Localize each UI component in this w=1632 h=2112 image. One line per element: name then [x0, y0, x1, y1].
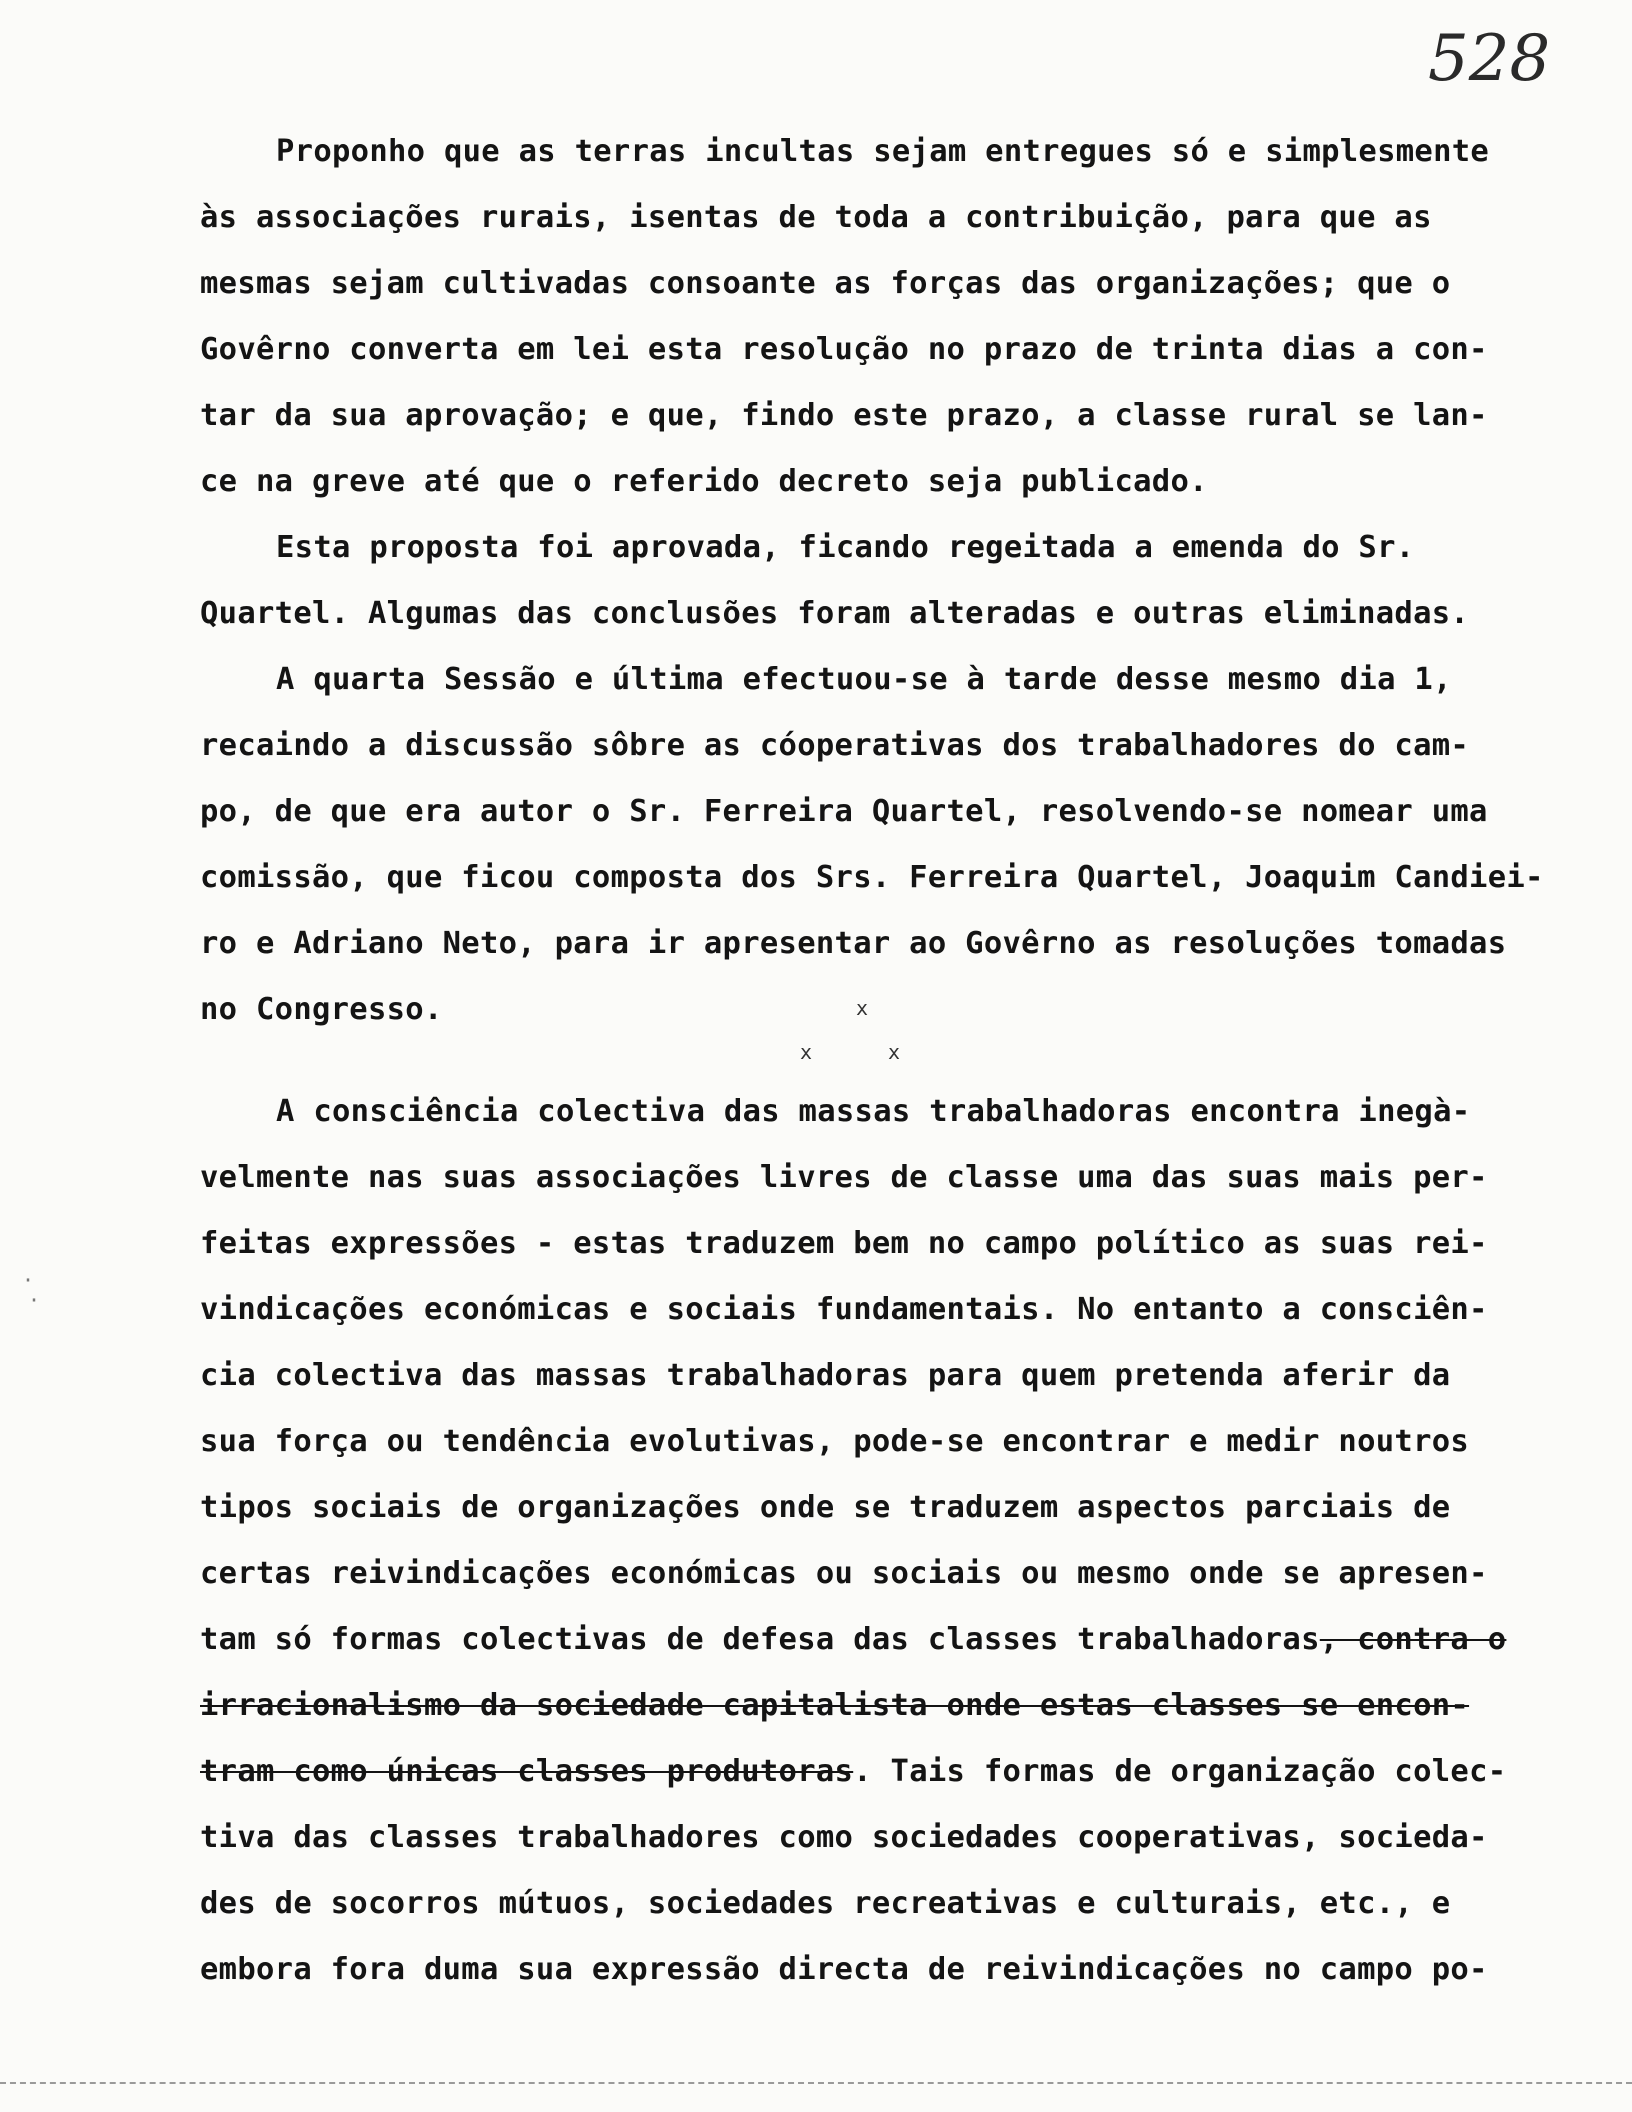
text-line: ro e Adriano Neto, para ir apresentar ao Govêrno as resoluções tomadas: [200, 926, 1507, 961]
text-line: comissão, que ficou composta dos Srs. Ferreira Quartel, Joaquim Candiei-: [200, 860, 1544, 895]
scan-edge-line: [0, 2082, 1632, 2084]
text-line: embora fora duma sua expressão directa de reivindicações no campo po-: [200, 1952, 1488, 1987]
text-line: vindicações económicas e sociais fundamentais. No entanto a consciên-: [200, 1292, 1488, 1327]
text-line: po, de que era autor o Sr. Ferreira Quartel, resolvendo-se nomear uma: [200, 794, 1488, 829]
separator-mark: x: [800, 1040, 813, 1064]
text-line: [200, 1622, 1506, 1662]
text-line: mesmas sejam cultivadas consoante as forças das organizações; que o: [200, 266, 1451, 301]
text-line: tiva das classes trabalhadores como sociedades cooperativas, socieda-: [200, 1820, 1488, 1855]
text-line: [200, 1754, 1506, 1794]
text-line: A consciência colectiva das massas trabalhadoras encontra inegà-: [276, 1094, 1471, 1129]
separator-mark: x: [888, 1040, 901, 1064]
struck-text-line: irracionalismo da sociedade capitalista onde estas classes se encon-: [200, 1688, 1470, 1723]
text-kept: tam só formas colectivas de defesa das classes trabalhadoras: [200, 1622, 1320, 1657]
text-kept: . Tais formas de organização colec-: [853, 1754, 1507, 1789]
text-line: A quarta Sessão e última efectuou-se à tarde desse mesmo dia 1,: [276, 662, 1452, 697]
text-line: Proponho que as terras incultas sejam entregues só e simplesmente: [276, 134, 1490, 169]
text-line: sua força ou tendência evolutivas, pode-se encontrar e medir noutros: [200, 1424, 1470, 1459]
text-line: velmente nas suas associações livres de classe uma das suas mais per-: [200, 1160, 1488, 1195]
text-line: tipos sociais de organizações onde se traduzem aspectos parciais de: [200, 1490, 1451, 1525]
text-line: des de socorros mútuos, sociedades recreativas e culturais, etc., e: [200, 1886, 1451, 1921]
text-line: Quartel. Algumas das conclusões foram alteradas e outras eliminadas.: [200, 596, 1470, 631]
text-line: Govêrno converta em lei esta resolução no prazo de trinta dias a con-: [200, 332, 1488, 367]
text-line: no Congresso.: [200, 992, 443, 1027]
text-line: Esta proposta foi aprovada, ficando regeitada a emenda do Sr.: [276, 530, 1415, 565]
scan-speck: ·: [28, 1288, 41, 1312]
text-line: recaindo a discussão sôbre as cóoperativas dos trabalhadores do cam-: [200, 728, 1470, 763]
text-line: feitas expressões - estas traduzem bem no campo político as suas rei-: [200, 1226, 1488, 1261]
struck-text: , contra o: [1319, 1622, 1507, 1657]
text-line: ce na greve até que o referido decreto seja publicado.: [200, 464, 1208, 499]
text-line: às associações rurais, isentas de toda a contribuição, para que as: [200, 200, 1432, 235]
text-line: cia colectiva das massas trabalhadoras para quem pretenda aferir da: [200, 1358, 1451, 1393]
scan-speck: ·: [22, 1268, 35, 1292]
text-line: tar da sua aprovação; e que, findo este prazo, a classe rural se lan-: [200, 398, 1488, 433]
text-line: certas reivindicações económicas ou sociais ou mesmo onde se apresen-: [200, 1556, 1488, 1591]
handwritten-page-number: 528: [1428, 22, 1551, 96]
separator-mark: x: [856, 996, 869, 1020]
struck-text: tram como únicas classes produtoras: [200, 1754, 854, 1789]
